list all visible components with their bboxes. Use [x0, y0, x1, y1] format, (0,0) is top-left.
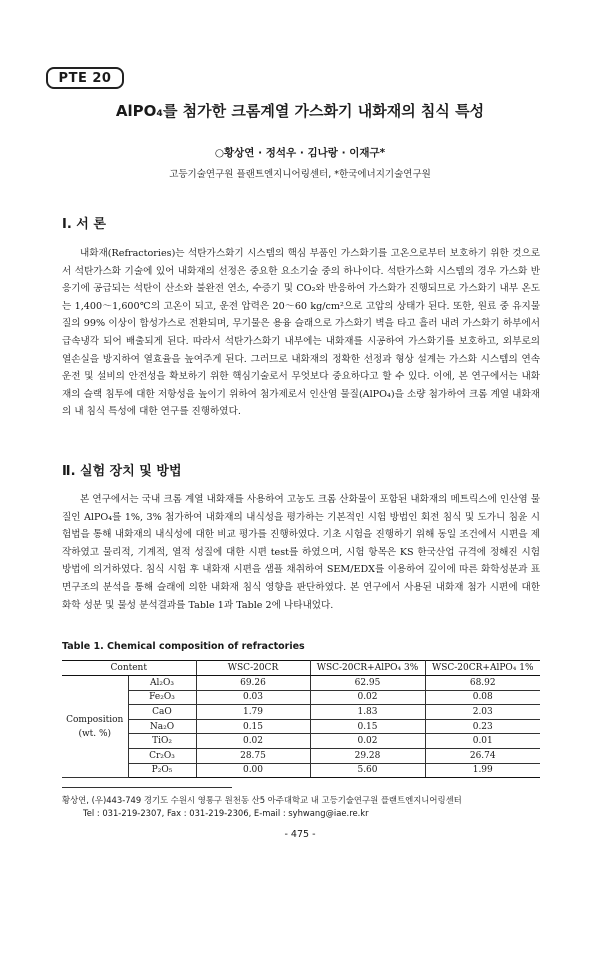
cell-value: 0.08 [425, 690, 540, 705]
cell-value: 62.95 [310, 676, 425, 691]
table-header-row [62, 661, 540, 676]
header-wsc-20cr-alpo4-3: WSC-20CR+AlPO₄ 3% [310, 661, 425, 676]
cell-value: 1.79 [196, 705, 310, 720]
cell-value: 0.15 [196, 719, 310, 734]
cell-component: CaO [128, 705, 196, 720]
cell-value: 0.02 [196, 734, 310, 749]
table-caption: Table 1. Chemical composition of refractories [62, 641, 305, 652]
footnote-divider [62, 787, 232, 788]
cell-value: 0.02 [310, 734, 425, 749]
header-content: Content [62, 661, 196, 676]
cell-value: 28.75 [196, 748, 310, 763]
cell-component: Na₂O [128, 719, 196, 734]
cell-value: 0.23 [425, 719, 540, 734]
session-tag: PTE 20 [46, 67, 124, 89]
footnote-address: 황상연, (우)443-749 경기도 수원시 영통구 원천동 산5 아주대학교 내 고등기술연구원 플랜트엔지니어링센터 [62, 795, 462, 805]
header-wsc-20cr: WSC-20CR [196, 661, 310, 676]
cell-value: 0.00 [196, 763, 310, 778]
table-row [62, 748, 540, 763]
table-row [62, 705, 540, 720]
footnote-contact: Tel : 031-219-2307, Fax : 031-219-2306, E-mail : syhwang@iae.re.kr [83, 808, 369, 818]
page-number: - 475 - [284, 829, 316, 840]
cell-value: 0.03 [196, 690, 310, 705]
section-heading-introduction: Ⅰ. 서 론 [62, 217, 106, 232]
row-label-line2: (wt. %) [78, 728, 112, 739]
table-row [62, 719, 540, 734]
table-row [62, 763, 540, 778]
section-heading-methods: Ⅱ. 실험 장치 및 방법 [62, 464, 182, 479]
cell-value: 2.03 [425, 705, 540, 720]
row-group-label [62, 676, 128, 778]
cell-value: 1.99 [425, 763, 540, 778]
cell-component: Fe₂O₃ [128, 690, 196, 705]
affiliation: 고등기술연구원 플랜트엔지니어링센터, *한국에너지기술연구원 [169, 169, 431, 180]
cell-value: 1.83 [310, 705, 425, 720]
paper-title: AlPO₄를 첨가한 크롬계열 가스화기 내화재의 침식 특성 [115, 102, 485, 120]
cell-value: 0.15 [310, 719, 425, 734]
methods-paragraph: 본 연구에서는 국내 크롬 계열 내화재를 사용하여 고농도 크롬 산화물이 포함된 내화재의 메트릭스에 인산염 물질인 AlPO₄를 1%, 3% 첨가하여 내화재의 내식성을 평가하는 기본적인 시험 방법인 회전 침식 및 도가니 침윤 시험법을 통해 내화재의 내식성에 대한 비교 평가를 진행하였다. 기초 시험을 진행하기 위해 동일 조건에서 시편을 제작하였고 물리적, 기계적, 열적 성질에 대한 시편 test를 하였으며, 시험 항목은 KS 한국산업 규격에 정해진 시험 방법에 의거하였다. 침식 시험 후 내화재 시편을 샘플 채취하여 SEM/EDX를 이용하여 깊이에 따른 화학성분과 표면구조의 분석을 통해 슬래에 의한 내화재 침식 영향을 판단하였다. 본 연구에서 사용된 내화재 첨가 시편에 대한 화학 성분 및 물성 분석결과를 Table 1과 Table 2에 나타내었다. [62, 494, 540, 611]
cell-value: 68.92 [425, 676, 540, 691]
row-label-line1: Composition [66, 714, 124, 725]
introduction-paragraph: 내화재(Refractories)는 석탄가스화기 시스템의 핵심 부품인 가스화기를 고온으로부터 보호하기 위한 것으로서 석탄가스화 기술에 있어 내화재의 선정은 중요한 요소기술 중의 하나이다. 석탄가스화 시스템의 경우 가스화 반응기에 공급되는 석탄이 산소와 불완전 연소, 수증기 및 CO₂와 반응하여 가스화가 진행되므로 가스화기 내부 온도는 1,400～1,600℃의 고온이 되고, 운전 압력은 20～60 kg/cm²으로 고압의 상태가 된다. 또한, 원료 중 유지물질의 99% 이상이 합성가스로 전환되며, 무기물은 용융 슬래으로 가스화기 벽을 타고 흘러 내려 가스화기 하부에서 급속냉각 되어 배출되게 된다. 따라서 석탄가스화기 내부에는 내화재를 시공하여 가스화기를 보호하고, 외부로의 열손실을 방지하여 열효율을 높여주게 된다. 그러므로 내화재의 정확한 선정과 형상 설계는 가스화 시스템의 연속운전 및 설비의 안전성을 확보하기 위한 핵심기술로서 무엇보다 중요하다고 할 수 있다. 이에, 본 연구에서는 내화재의 슬랙 침투에 대한 저항성을 높이기 위하여 첨가제로서 인산염 물질(AlPO₄)을 소량 첨가하여 크롬 계열 내화재의 내 침식 특성에 대한 연구를 진행하였다. [62, 248, 540, 418]
cell-value: 0.01 [425, 734, 540, 749]
composition-table [62, 660, 540, 778]
cell-component: P₂O₅ [128, 763, 196, 778]
cell-value: 29.28 [310, 748, 425, 763]
table-row [62, 734, 540, 749]
cell-value: 5.60 [310, 763, 425, 778]
cell-component: TiO₂ [128, 734, 196, 749]
cell-component: Cr₂O₃ [128, 748, 196, 763]
table-row [62, 690, 540, 705]
cell-value: 69.26 [196, 676, 310, 691]
table-row [62, 676, 540, 691]
cell-value: 26.74 [425, 748, 540, 763]
header-wsc-20cr-alpo4-1: WSC-20CR+AlPO₄ 1% [425, 661, 540, 676]
cell-component: Al₂O₃ [128, 676, 196, 691]
cell-value: 0.02 [310, 690, 425, 705]
author-list: ○황상연 · 정석우 · 김나랑 · 이재구* [214, 147, 386, 159]
